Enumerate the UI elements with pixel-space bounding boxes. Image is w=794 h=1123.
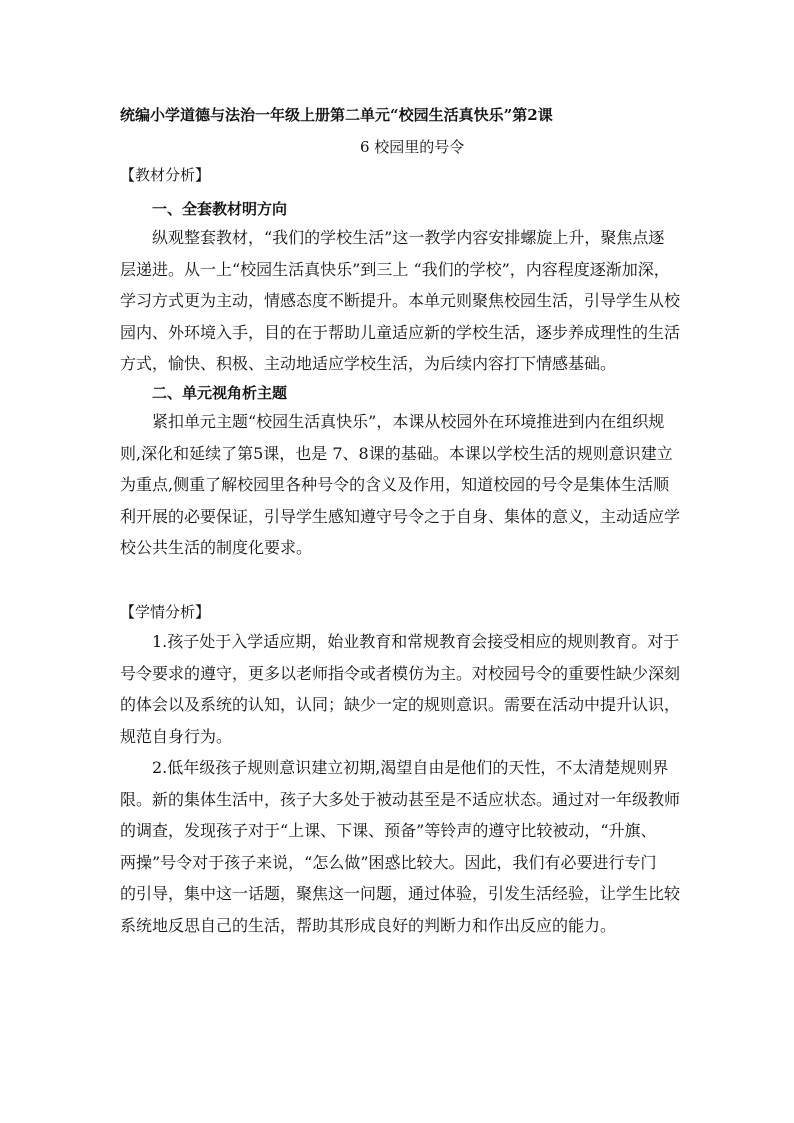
text-line: 2.低年级孩子规则意识建立初期,渴望自由是他们的天性，不太清楚规则界 xyxy=(152,758,669,777)
paragraph-unit-theme xyxy=(120,406,680,564)
text-line: 限。新的集体生活中，孩子大多处于被动甚至是不适应状态。通过对一年级教师 xyxy=(120,789,681,809)
text-line: 规范自身行为。 xyxy=(120,726,233,746)
text-line: 为重点,侧重了解校园里各种号令的含义及作用，知道校园的号令是集体生活顺 xyxy=(120,475,670,494)
text-line: 校公共生活的制度化要求。 xyxy=(120,538,313,557)
text-line: 层递进。从一上“校园生活真快乐”到三上 “我们的学校”，内容程度逐渐加深， xyxy=(120,259,670,279)
text-line: 紧扣单元主题“校园生活真快乐”，本课从校园外在环境推进到内在组织规 xyxy=(152,412,665,431)
heading-unit-theme: 二、单元视角析主题 xyxy=(152,384,288,402)
section-label-learner-analysis: 【学情分析】 xyxy=(120,603,211,621)
text-line: 方式，愉快、积极、主动地适应学校生活，为后续内容打下情感基础。 xyxy=(120,354,617,373)
paragraph-overall-direction xyxy=(120,222,680,380)
paragraph-learner-2 xyxy=(120,752,680,941)
text-line: 学习方式更为主动，情感态度不断提升。本单元则聚焦校园生活，引导学生从校 xyxy=(120,291,681,310)
section-label-textbook-analysis: 【教材分析】 xyxy=(120,166,211,184)
text-line: 利开展的必要保证，引导学生感知遵守号令之于自身、集体的意义，主动适应学 xyxy=(120,506,681,526)
lesson-title: 6 校园里的号令 xyxy=(360,138,465,156)
text-line: 的体会以及系统的认知，认同；缺少一定的规则意识。需要在活动中提升认识， xyxy=(120,695,681,714)
text-line: 1.孩子处于入学适应期，始业教育和常规教育会接受相应的规则教育。对于 xyxy=(152,632,680,651)
text-line: 园内、外环境入手，目的在于帮助儿童适应新的学校生活，逐步养成理性的生活 xyxy=(120,322,681,342)
text-line: 的调查，发现孩子对于“上课、下课、预备”等铃声的遵守比较被动，“升旗、 xyxy=(120,821,657,840)
text-line: 系统地反思自己的生活，帮助其形成良好的判断力和作出反应的能力。 xyxy=(120,915,617,935)
paragraph-learner-1 xyxy=(120,626,680,752)
text-line: 号令要求的遵守，更多以老师指令或者模仿为主。对校园号令的重要性缺少深刻 xyxy=(120,663,681,683)
heading-overall-direction: 一、全套教材明方向 xyxy=(152,200,288,218)
text-line: 的引导，集中这一话题，聚焦这一问题，通过体验，引发生活经验，让学生比较 xyxy=(120,884,681,903)
text-line: 纵观整套教材，“我们的学校生活”这一教学内容安排螺旋上升，聚焦点逐 xyxy=(152,228,665,247)
document-title: 统编小学道德与法治一年级上册第二单元“校园生活真快乐”第2课 xyxy=(120,106,553,124)
text-line: 则,深化和延续了第5课，也是 7、8课的基础。本课以学校生活的规则意识建立 xyxy=(120,443,673,463)
text-line: 两操”号令对于孩子来说，“怎么做”困惑比较大。因此，我们有必要进行专门 xyxy=(120,852,657,872)
